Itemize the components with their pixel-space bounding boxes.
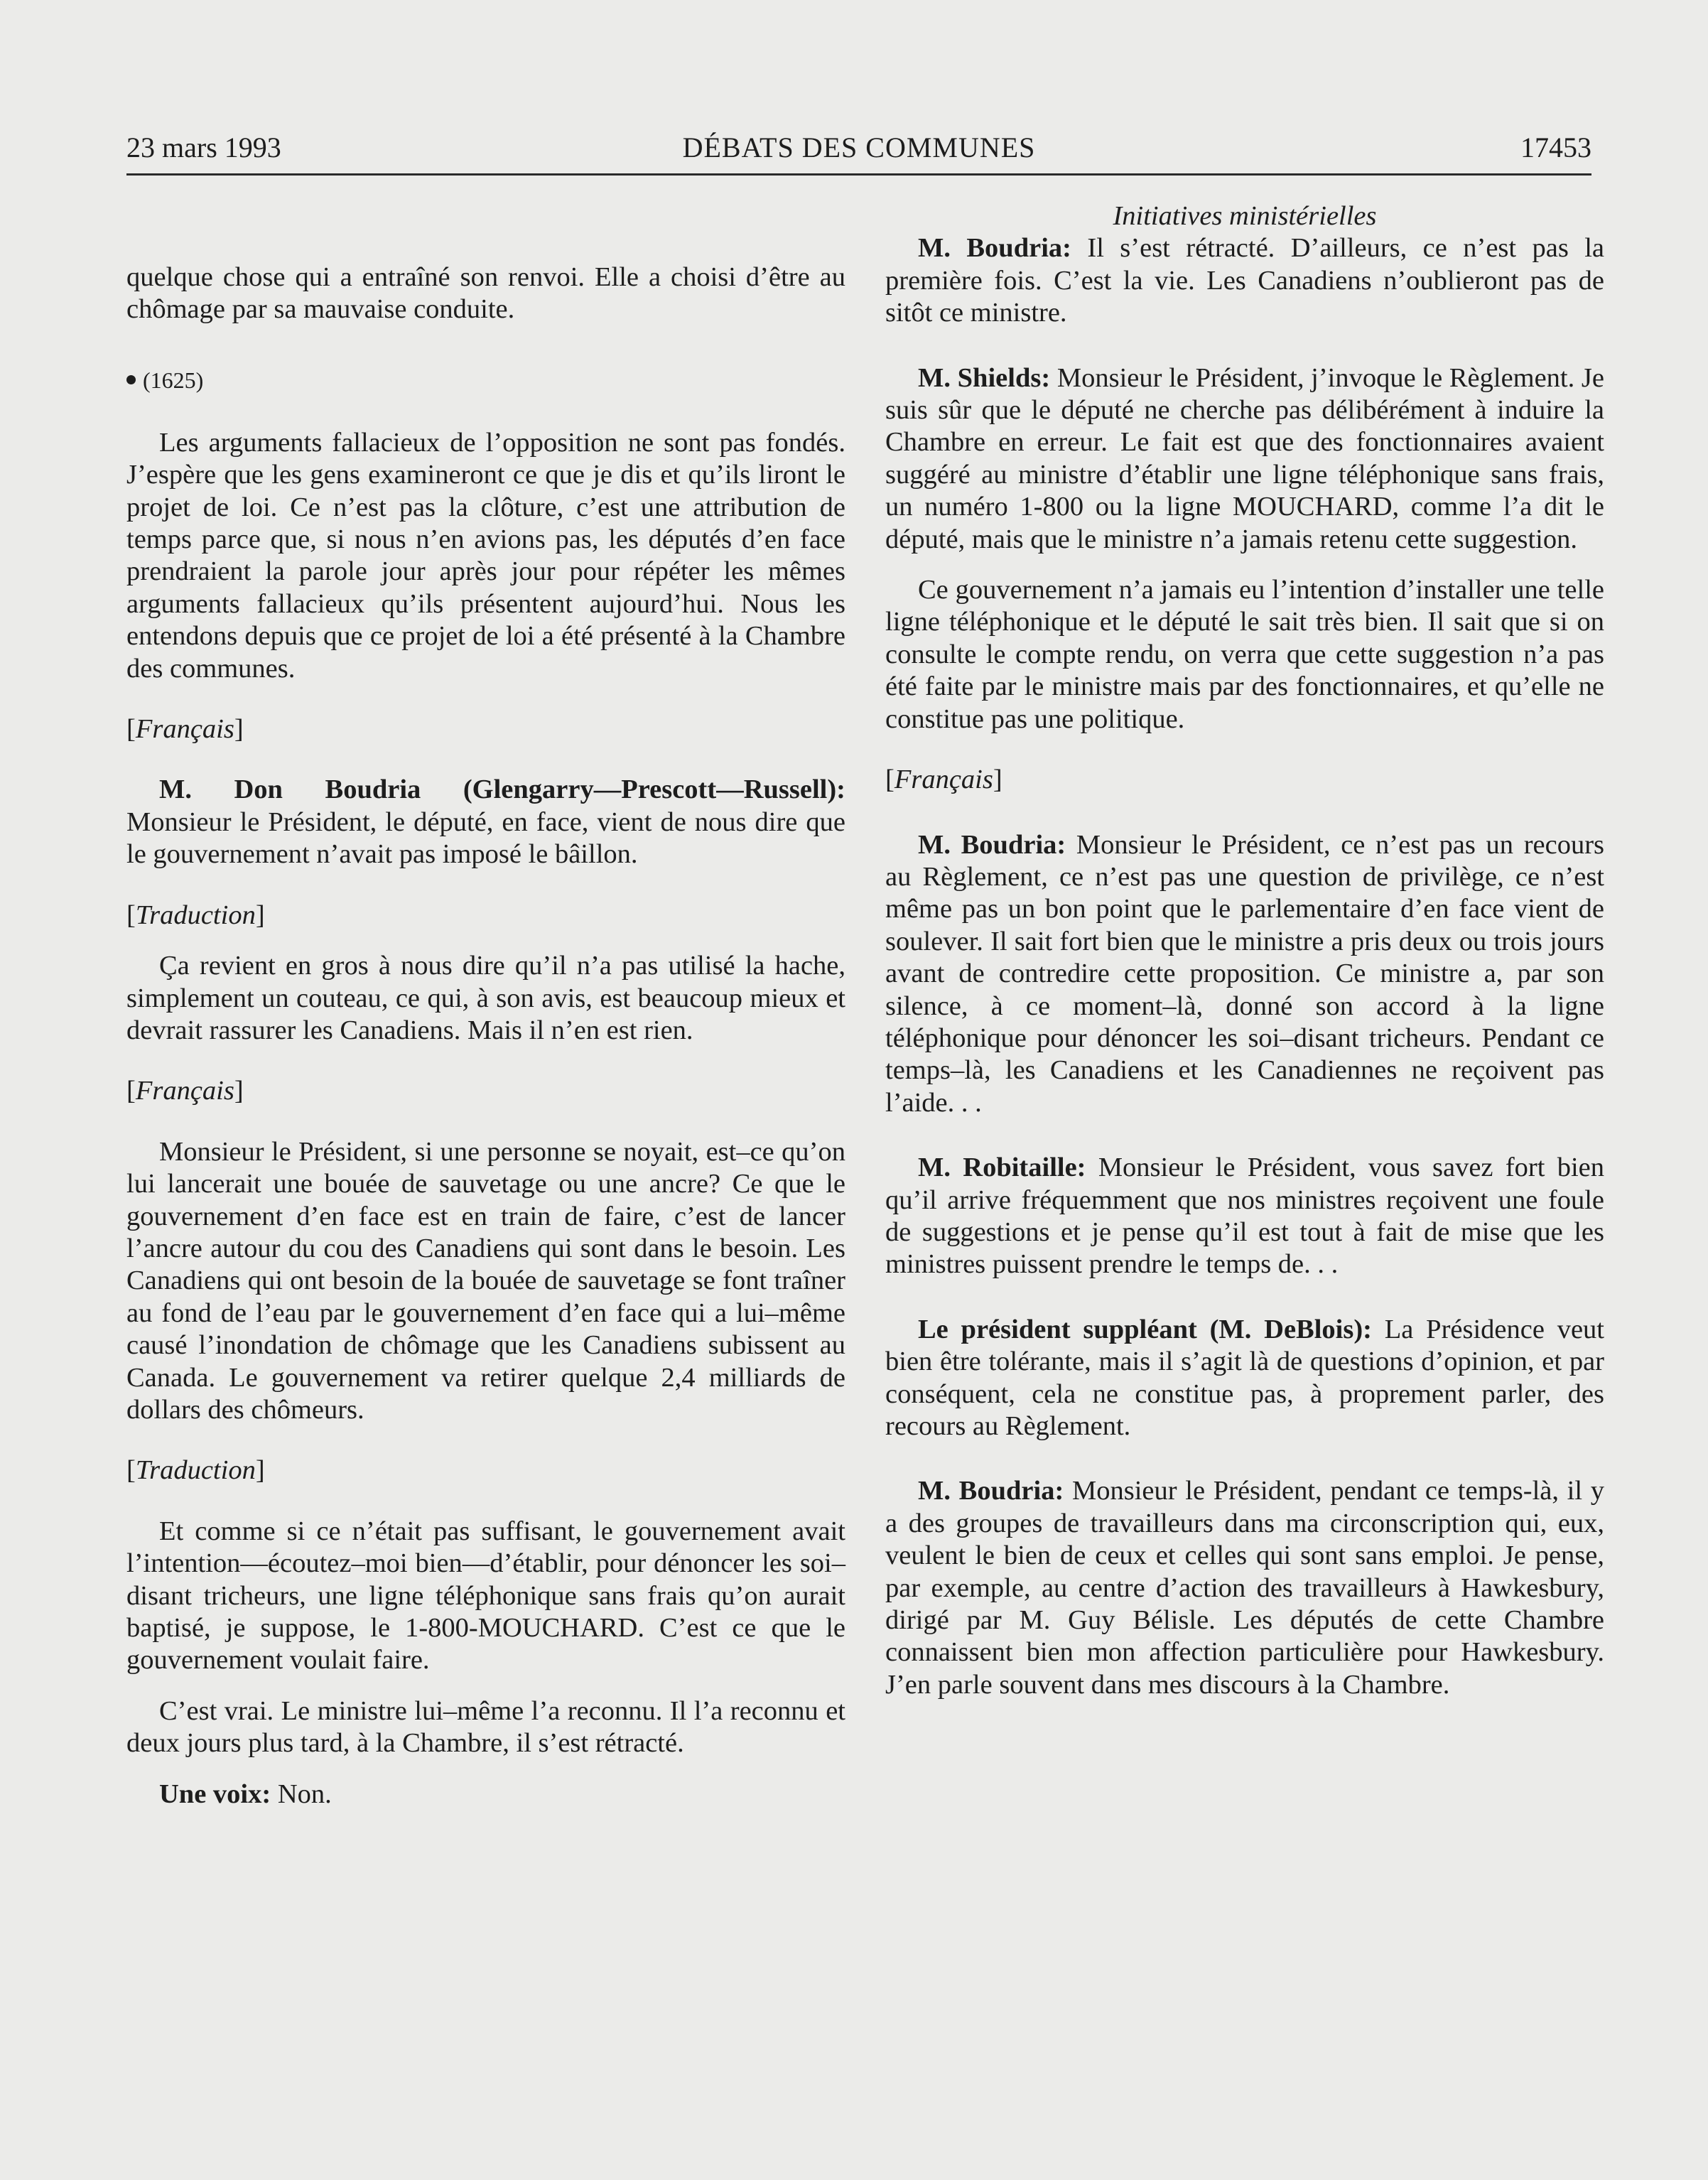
page-header — [126, 129, 1591, 173]
language-label: Français — [135, 1076, 234, 1106]
language-label: Traduction — [135, 1455, 256, 1486]
left-speech-une-voix — [126, 1779, 845, 1811]
left-paragraph-6: Et comme si ce n’était pas suffisant, le gouvernement avait l’intention—écoutez–moi bien—d’établir, pour dénoncer les soi–disant tricheurs, une ligne téléphonique sans frais qu’on aurait baptisé, je suppose, le 1-800-MOUCHARD. C’est ce que le gouvernement voulait faire. — [126, 1516, 845, 1676]
speech-text: Monsieur le Président, j’invoque le Règlement. Je suis sûr que le député ne cherche pas délibérément à induire la Chambre en erreur. Le fait est que des fonctionnaires avaient suggéré au ministre d’établir une ligne téléphonique sans frais, un numéro 1-800 ou la ligne MOUCHARD, comme l’a dit le député, mais que le ministre n’a jamais retenu cette suggestion. — [885, 362, 1605, 554]
right-speech-shields — [885, 362, 1604, 556]
right-speech-boudria-2 — [885, 829, 1604, 1120]
right-speech-robitaille — [885, 1152, 1604, 1281]
language-marker: [Français] — [126, 714, 244, 745]
left-paragraph-1: quelque chose qui a entraîné son renvoi. Elle a choisi d’être au chômage par sa mauvaise conduite. — [126, 262, 845, 325]
speaker-name: M. Don Boudria (Glengarry—Prescott—Russell): — [159, 775, 845, 805]
language-marker: [Traduction] — [126, 1455, 265, 1486]
speech-text: Non. — [277, 1779, 332, 1809]
speech-text: Monsieur le Président, vous savez fort bien qu’il arrive fréquemment que nos ministres reçoivent une foule de suggestions et je pense qu’il est tout à fait de mise que les ministres puissent prendre le temps de. . . — [885, 1153, 1604, 1280]
section-title: Initiatives ministérielles — [1113, 201, 1377, 231]
right-speech-boudria-3 — [885, 1475, 1604, 1701]
left-speech-boudria — [126, 774, 845, 870]
left-paragraph-5: Monsieur le Président, si une personne se noyait, est–ce qu’on lui lancerait une bouée de sauvetage ou une ancre? Ce que le gouvernement d’en face est en train de faire, c’est de lancer l’ancre autour du cou des Canadiens qui sont dans le besoin. Les Canadiens qui ont besoin de la bouée de sauvetage se font traîner au fond de l’eau par le gouvernement d’en face qui a lui–même causé l’inondation de chômage que les Canadiens subissent au Canada. Le gouvernement va retirer quelque 2,4 milliards de dollars des chômeurs. — [126, 1136, 845, 1425]
right-speech-boudria-1 — [885, 232, 1604, 329]
speaker-name: M. Shields: — [918, 362, 1051, 393]
language-marker: [Français] — [885, 765, 1002, 795]
language-marker: [Traduction] — [126, 900, 265, 930]
language-marker: [Français] — [126, 1076, 244, 1106]
language-label: Français — [894, 765, 993, 795]
header-date: 23 mars 1993 — [126, 131, 281, 163]
speech-text: Monsieur le Président, ce n’est pas un recours au Règlement, ce n’est pas une question de privilège, ce n’est même pas un bon point que le parlementaire d’en face vient de soulever. Il sait fort bien que le ministre a pris deux ou trois jours avant de contredire cette proposition. Ce ministre a, par son silence, à ce moment–là, donné son accord à la ligne téléphonique pour dénoncer les soi–disant tricheurs. Pendant ce temps–là, les Canadiens et les Canadiennes ne reçoivent pas l’aide. . . — [885, 829, 1605, 1118]
language-label: Traduction — [135, 900, 256, 930]
left-paragraph-4: Ça revient en gros à nous dire qu’il n’a pas utilisé la hache, simplement un couteau, ce qui, à son avis, est beaucoup mieux et devrait rassurer les Canadiens. Mais il n’en est rien. — [126, 951, 845, 1045]
speech-text: La Présidence veut bien être tolérante, mais il s’agit là de questions d’opinion, et par conséquent, cela ne constitue pas, à proprement parler, des recours au Règlement. — [885, 1314, 1604, 1441]
speaker-name: Le président suppléant (M. DeBlois): — [918, 1314, 1372, 1344]
bullet-icon — [126, 375, 136, 384]
right-speech-president — [885, 1314, 1604, 1443]
speaker-name: M. Boudria: — [918, 233, 1071, 264]
right-column — [885, 200, 1604, 1701]
timestamp-marker — [126, 366, 845, 394]
header-title: DÉBATS DES COMMUNES — [682, 131, 1036, 163]
speaker-name: M. Boudria: — [918, 829, 1066, 860]
speech-text: Monsieur le Président, le député, en face, vient de nous dire que le gouvernement n’avait pas imposé le bâillon. — [126, 806, 845, 870]
left-paragraph-2: Les arguments fallacieux de l’opposition ne sont pas fondés. J’espère que les gens examineront ce que je dis et qu’ils liront le projet de loi. Ce n’est pas la clôture, c’est une attribution de temps parce que, si nous n’en avions pas, les députés d’en face prendraient la parole jour après jour pour répéter les mêmes arguments fallacieux qu’ils présentent aujourd’hui. Nous les entendons depuis que ce projet de loi a été présenté à la Chambre des communes. — [126, 427, 845, 684]
timestamp-text: (1625) — [143, 367, 204, 393]
header-page-number: 17453 — [1520, 131, 1591, 163]
speech-text: Monsieur le Président, pendant ce temps-là, il y a des groupes de travailleurs dans ma circonscription qui, eux, veulent le bien de ceux et celles qui sont sans emploi. Je pense, par exemple, au centre d’action des travailleurs à Hawkesbury, dirigé par M. Guy Bélisle. Les députés de cette Chambre connaissent bien mon affection particulière pour Hawkesbury. J’en parle souvent dans mes discours à la Chambre. — [885, 1476, 1605, 1700]
right-paragraph-3: Ce gouvernement n’a jamais eu l’intention d’installer une telle ligne téléphonique et le député le sait très bien. Il sait que si on consulte le compte rendu, on verra que cette suggestion n’a pas été faite par le ministre mais par des fonctionnaires, et qu’elle ne constitue pas une politique. — [885, 575, 1604, 734]
speaker-name: M. Robitaille: — [918, 1153, 1086, 1183]
left-column — [126, 200, 845, 1811]
language-label: Français — [135, 714, 234, 745]
header-rule — [126, 173, 1591, 176]
speech-text: Il s’est rétracté. D’ailleurs, ce n’est pas la première fois. C’est la vie. Les Canadiens n’oublieront pas de sitôt ce ministre. — [885, 233, 1604, 328]
speaker-name: M. Boudria: — [918, 1476, 1064, 1506]
speaker-name: Une voix: — [159, 1779, 271, 1809]
left-paragraph-7: C’est vrai. Le ministre lui–même l’a reconnu. Il l’a reconnu et deux jours plus tard, à la Chambre, il s’est rétracté. — [126, 1695, 845, 1759]
